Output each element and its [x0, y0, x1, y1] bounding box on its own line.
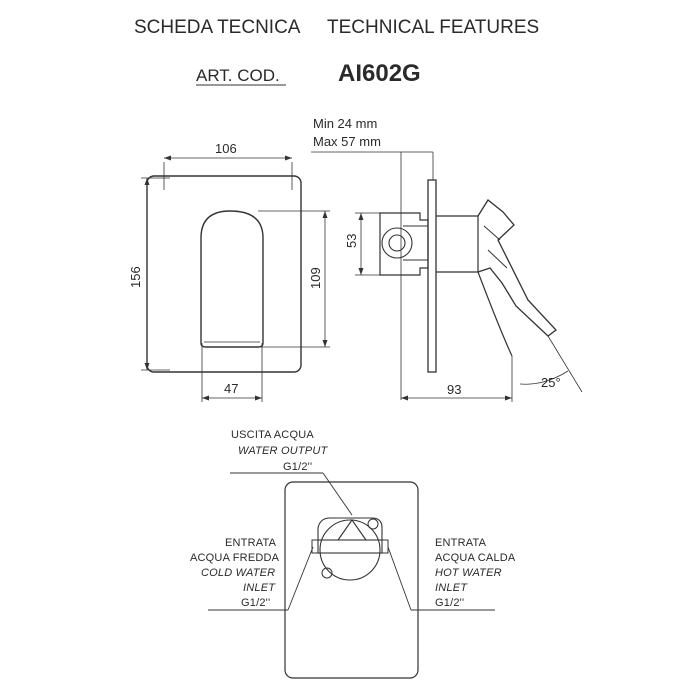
valve-body — [380, 213, 428, 275]
dim-width-106: 106 — [215, 141, 237, 156]
depth-max: Max 57 mm — [313, 134, 381, 149]
side-view — [311, 116, 582, 402]
side-plate — [428, 180, 436, 372]
valve-center — [318, 540, 382, 553]
title-english: TECHNICAL FEATURES — [327, 17, 540, 38]
valve-nut — [382, 228, 412, 258]
side-lever — [478, 200, 556, 336]
dim-lever-height-109: 109 — [308, 267, 323, 289]
cold-label-3: COLD WATER — [201, 567, 276, 579]
cold-size: G1/2'' — [241, 597, 271, 609]
side-lever-underside — [478, 272, 512, 356]
side-lever-detail — [484, 226, 507, 268]
hot-label-3: HOT WATER — [435, 567, 502, 579]
dim-height-156: 156 — [128, 266, 143, 288]
hot-leader — [388, 547, 411, 610]
valve-nut-inner — [389, 235, 405, 251]
depth-min: Min 24 mm — [313, 116, 378, 131]
output-size: G1/2'' — [283, 461, 313, 473]
hot-label-4: INLET — [435, 582, 468, 594]
cold-label-4: INLET — [243, 582, 276, 594]
front-lever — [201, 211, 263, 347]
angle-25: 25° — [541, 375, 561, 390]
output-leader — [323, 473, 352, 515]
cold-inlet-port — [312, 540, 318, 553]
cold-label-2: ACQUA FREDDA — [190, 552, 280, 564]
hot-label-2: ACQUA CALDA — [435, 552, 516, 564]
front-view — [128, 141, 330, 402]
dim-body-height-53: 53 — [344, 233, 359, 248]
output-label-2: WATER OUTPUT — [238, 445, 328, 457]
hot-label-1: ENTRATA — [435, 537, 487, 549]
side-handle-body — [436, 216, 478, 272]
dim-lever-width-47: 47 — [224, 381, 239, 396]
valve-screw — [368, 519, 378, 529]
art-cod-value: AI602G — [338, 60, 421, 87]
title-italian: SCHEDA TECNICA — [134, 17, 301, 38]
cold-label-1: ENTRATA — [225, 537, 277, 549]
dim-projection-93: 93 — [447, 382, 462, 397]
art-cod-label: ART. COD. — [196, 66, 280, 85]
output-label-1: USCITA ACQUA — [231, 429, 314, 441]
connection-view — [190, 429, 516, 678]
hot-size: G1/2'' — [435, 597, 465, 609]
front-plate — [147, 176, 301, 372]
cold-leader — [288, 547, 313, 610]
hot-inlet-port — [382, 540, 388, 553]
